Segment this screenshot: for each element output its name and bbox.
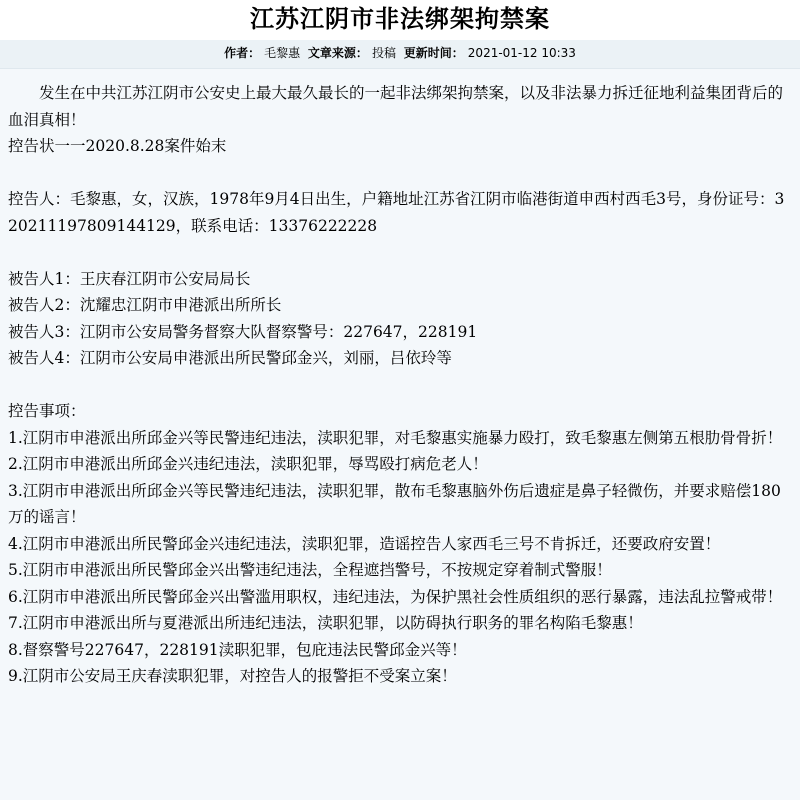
article-content: [0, 69, 800, 800]
article-meta-bar: [0, 40, 800, 69]
matters-heading: 控告事项：: [8, 402, 86, 420]
blank-line: [8, 239, 792, 266]
defendant-line: 被告人3：江阴市公安局警务督察大队督察警号：227647，228191: [8, 322, 478, 341]
matter-item: 1.江阴市申港派出所邱金兴等民警违纪违法，渎职犯罪，对毛黎惠实施暴力殴打，致毛黎惠左侧第五根肋骨骨折！: [8, 428, 783, 447]
matter-item: 6.江阴市申港派出所民警邱金兴出警滥用职权，违纪违法，为保护黑社会性质组织的恶行暴露，违法乱拉警戒带！: [8, 587, 783, 606]
source-name: 投稿: [371, 46, 396, 60]
matter-item: 4.江阴市申港派出所民警邱金兴违纪违法，渎职犯罪，造谣控告人家西毛三号不肯拆迁，还要政府安置！: [8, 534, 721, 553]
updated-time: 2021-01-12 10:33: [467, 46, 576, 60]
author-name: 毛黎惠: [264, 46, 301, 60]
matter-item: 3.江阴市申港派出所邱金兴等民警违纪违法，渎职犯罪，散布毛黎惠脑外伤后遗症是鼻子轻微伤，并要求赔偿180万的谣言！: [8, 481, 781, 526]
article-meta: [224, 45, 576, 61]
matter-item: 2.江阴市申港派出所邱金兴违纪违法，渎职犯罪，辱骂殴打病危老人！: [8, 455, 488, 473]
complainant-paragraph: 控告人：毛黎惠，女，汉族，1978年9月4日出生，户籍地址江苏省江阴市临港街道申西村西毛3号，身份证号：320211197809144129，联系电话：13376222228: [8, 190, 785, 235]
author-label: 作者：: [224, 46, 261, 60]
updated-label: 更新时间：: [403, 46, 464, 60]
matter-item: 8.督察警号227647，228191渎职犯罪，包庇违法民警邱金兴等！: [8, 640, 467, 659]
intro-paragraph: 发生在中共江苏江阴市公安史上最大最久最长的一起非法绑架拘禁案，以及非法暴力拆迁征地利益集团背后的血泪真相！: [8, 84, 784, 129]
blank-line: [8, 372, 792, 399]
matter-item: 7.江阴市申港派出所与夏港派出所违纪违法，渎职犯罪，以防碍执行职务的罪名构陷毛黎惠！: [8, 614, 643, 632]
matter-item: 9.江阴市公安局王庆春渎职犯罪，对控告人的报警拒不受案立案！: [8, 667, 457, 685]
subtitle-paragraph: 控告状一一2020.8.28案件始末: [8, 137, 227, 155]
article-title: 江苏江阴市非法绑架拘禁案: [250, 5, 550, 33]
title-bar: [0, 0, 800, 40]
blank-line: [8, 160, 792, 187]
defendant-line: 被告人4：江阴市公安局申港派出所民警邱金兴，刘丽，吕依玲等: [8, 349, 452, 367]
defendant-line: 被告人2：沈耀忠江阴市申港派出所所长: [8, 296, 282, 314]
matter-item: 5.江阴市申港派出所民警邱金兴出警违纪违法，全程遮挡警号，不按规定穿着制式警服！: [8, 561, 612, 579]
defendant-line: 被告人1：王庆春江阴市公安局局长: [8, 269, 251, 288]
source-label: 文章来源：: [307, 46, 368, 60]
article-body: [8, 80, 792, 690]
